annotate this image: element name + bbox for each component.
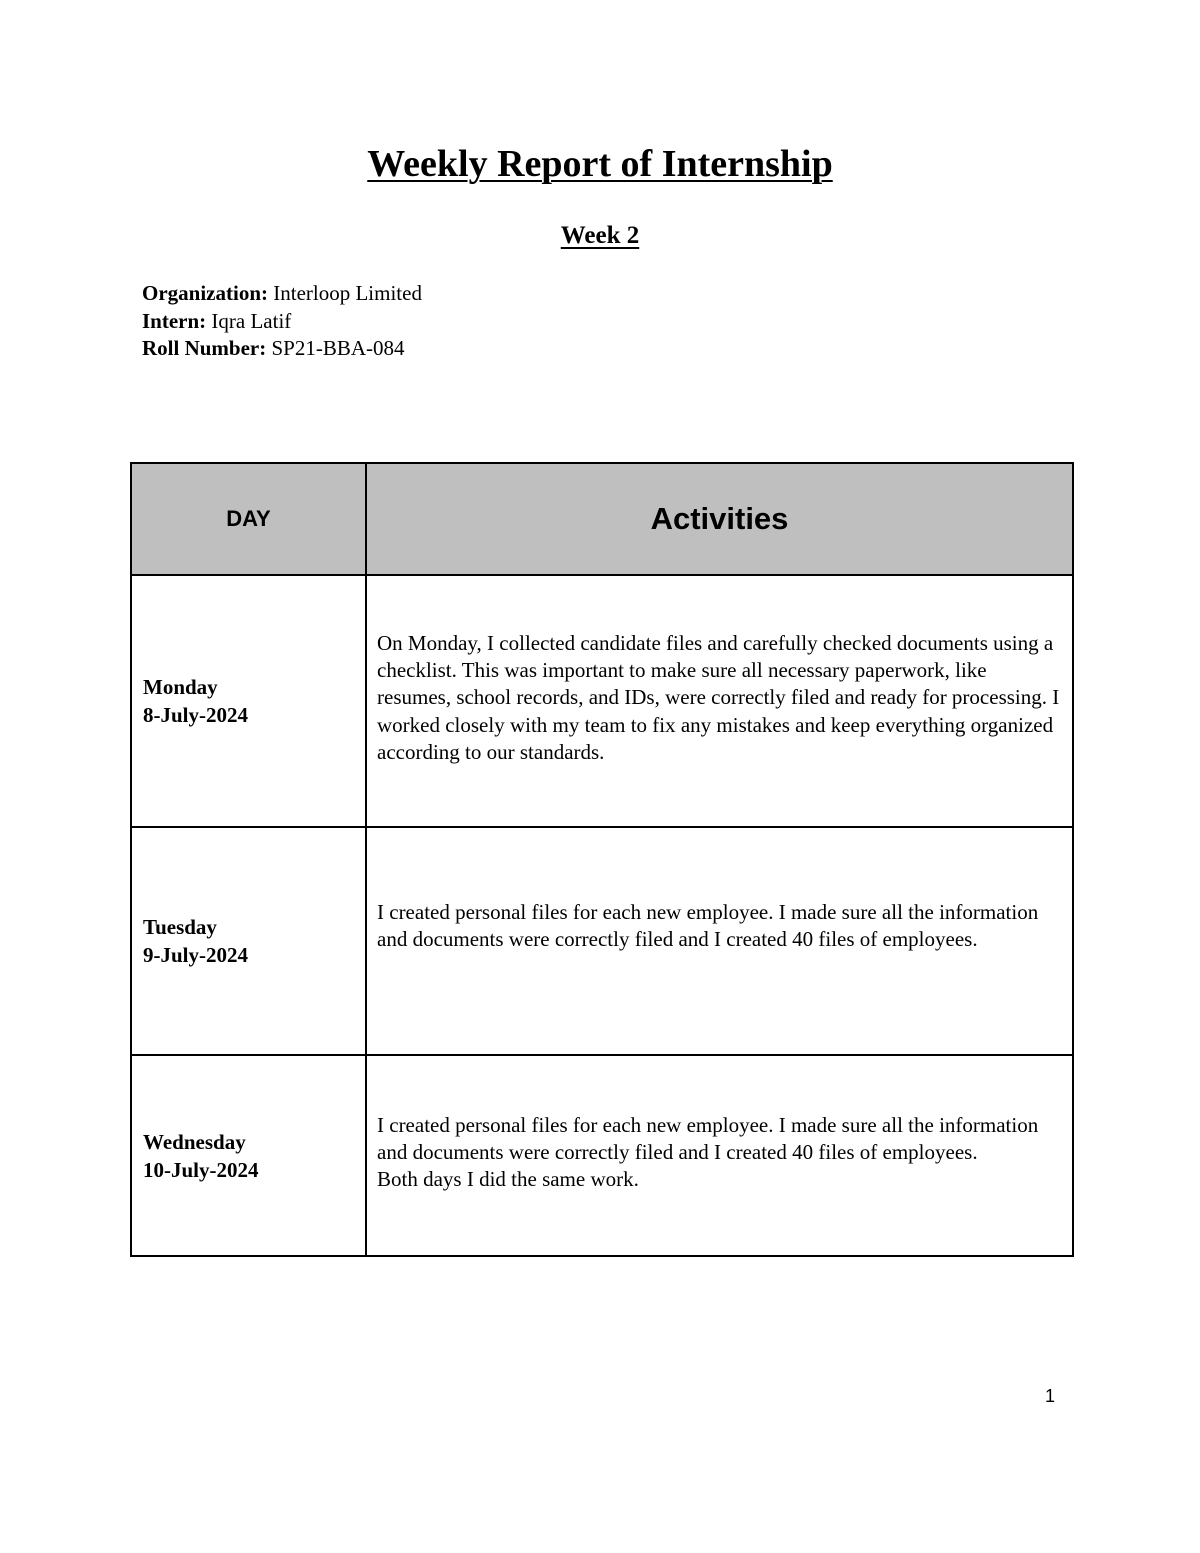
roll-number-label: Roll Number:: [142, 336, 267, 360]
day-date: 8-July-2024: [143, 703, 248, 727]
day-cell: [131, 827, 366, 1055]
activity-text: On Monday, I collected candidate files and carefully checked documents using a checklist. This was important to make sure all necessary paperwork, like resumes, school records, and IDs, were correctly filed and ready for processing. I worked closely with my team to fix any mistakes and keep everything organized according to our standards.: [377, 630, 1060, 764]
intern-line: [142, 308, 422, 336]
day-name: Monday: [143, 675, 218, 699]
day-column-header: DAY: [131, 463, 366, 575]
roll-number-line: [142, 335, 422, 363]
activity-cell: [366, 827, 1073, 1055]
week-heading: Week 2: [560, 222, 640, 249]
day-date: 10-July-2024: [143, 1157, 259, 1182]
day-date: 9-July-2024: [143, 943, 248, 967]
activity-cell: [366, 575, 1073, 827]
table-row: [131, 575, 1073, 827]
day-name: Tuesday: [143, 915, 217, 939]
activity-text: I created personal files for each new employee. I made sure all the information and documents were correctly filed and I created 40 files of employees.: [377, 1112, 1039, 1164]
day-cell: [131, 575, 366, 827]
table-row: [131, 827, 1073, 1055]
report-title: Weekly Report of Internship: [367, 143, 833, 185]
organization-value: Interloop Limited: [273, 281, 422, 305]
page-number: 1: [1045, 1386, 1056, 1406]
activity-note: Both days I did the same work.: [377, 1167, 639, 1192]
organization-line: [142, 280, 422, 308]
day-cell: [131, 1055, 366, 1256]
organization-label: Organization:: [142, 281, 268, 305]
table-header-row: [131, 463, 1073, 575]
day-name: Wednesday: [143, 1129, 246, 1154]
activities-table: [130, 462, 1074, 1257]
roll-number-value: SP21-BBA-084: [271, 336, 405, 360]
table-row: [131, 1055, 1073, 1256]
activity-cell: [366, 1055, 1073, 1256]
intern-value: Iqra Latif: [211, 308, 292, 333]
activities-column-header: Activities: [366, 463, 1073, 575]
activity-text: I created personal files for each new employee. I made sure all the information and documents were correctly filed and I created 40 files of employees.: [377, 899, 1039, 951]
report-info: [142, 280, 422, 363]
intern-label: Intern:: [142, 308, 207, 333]
